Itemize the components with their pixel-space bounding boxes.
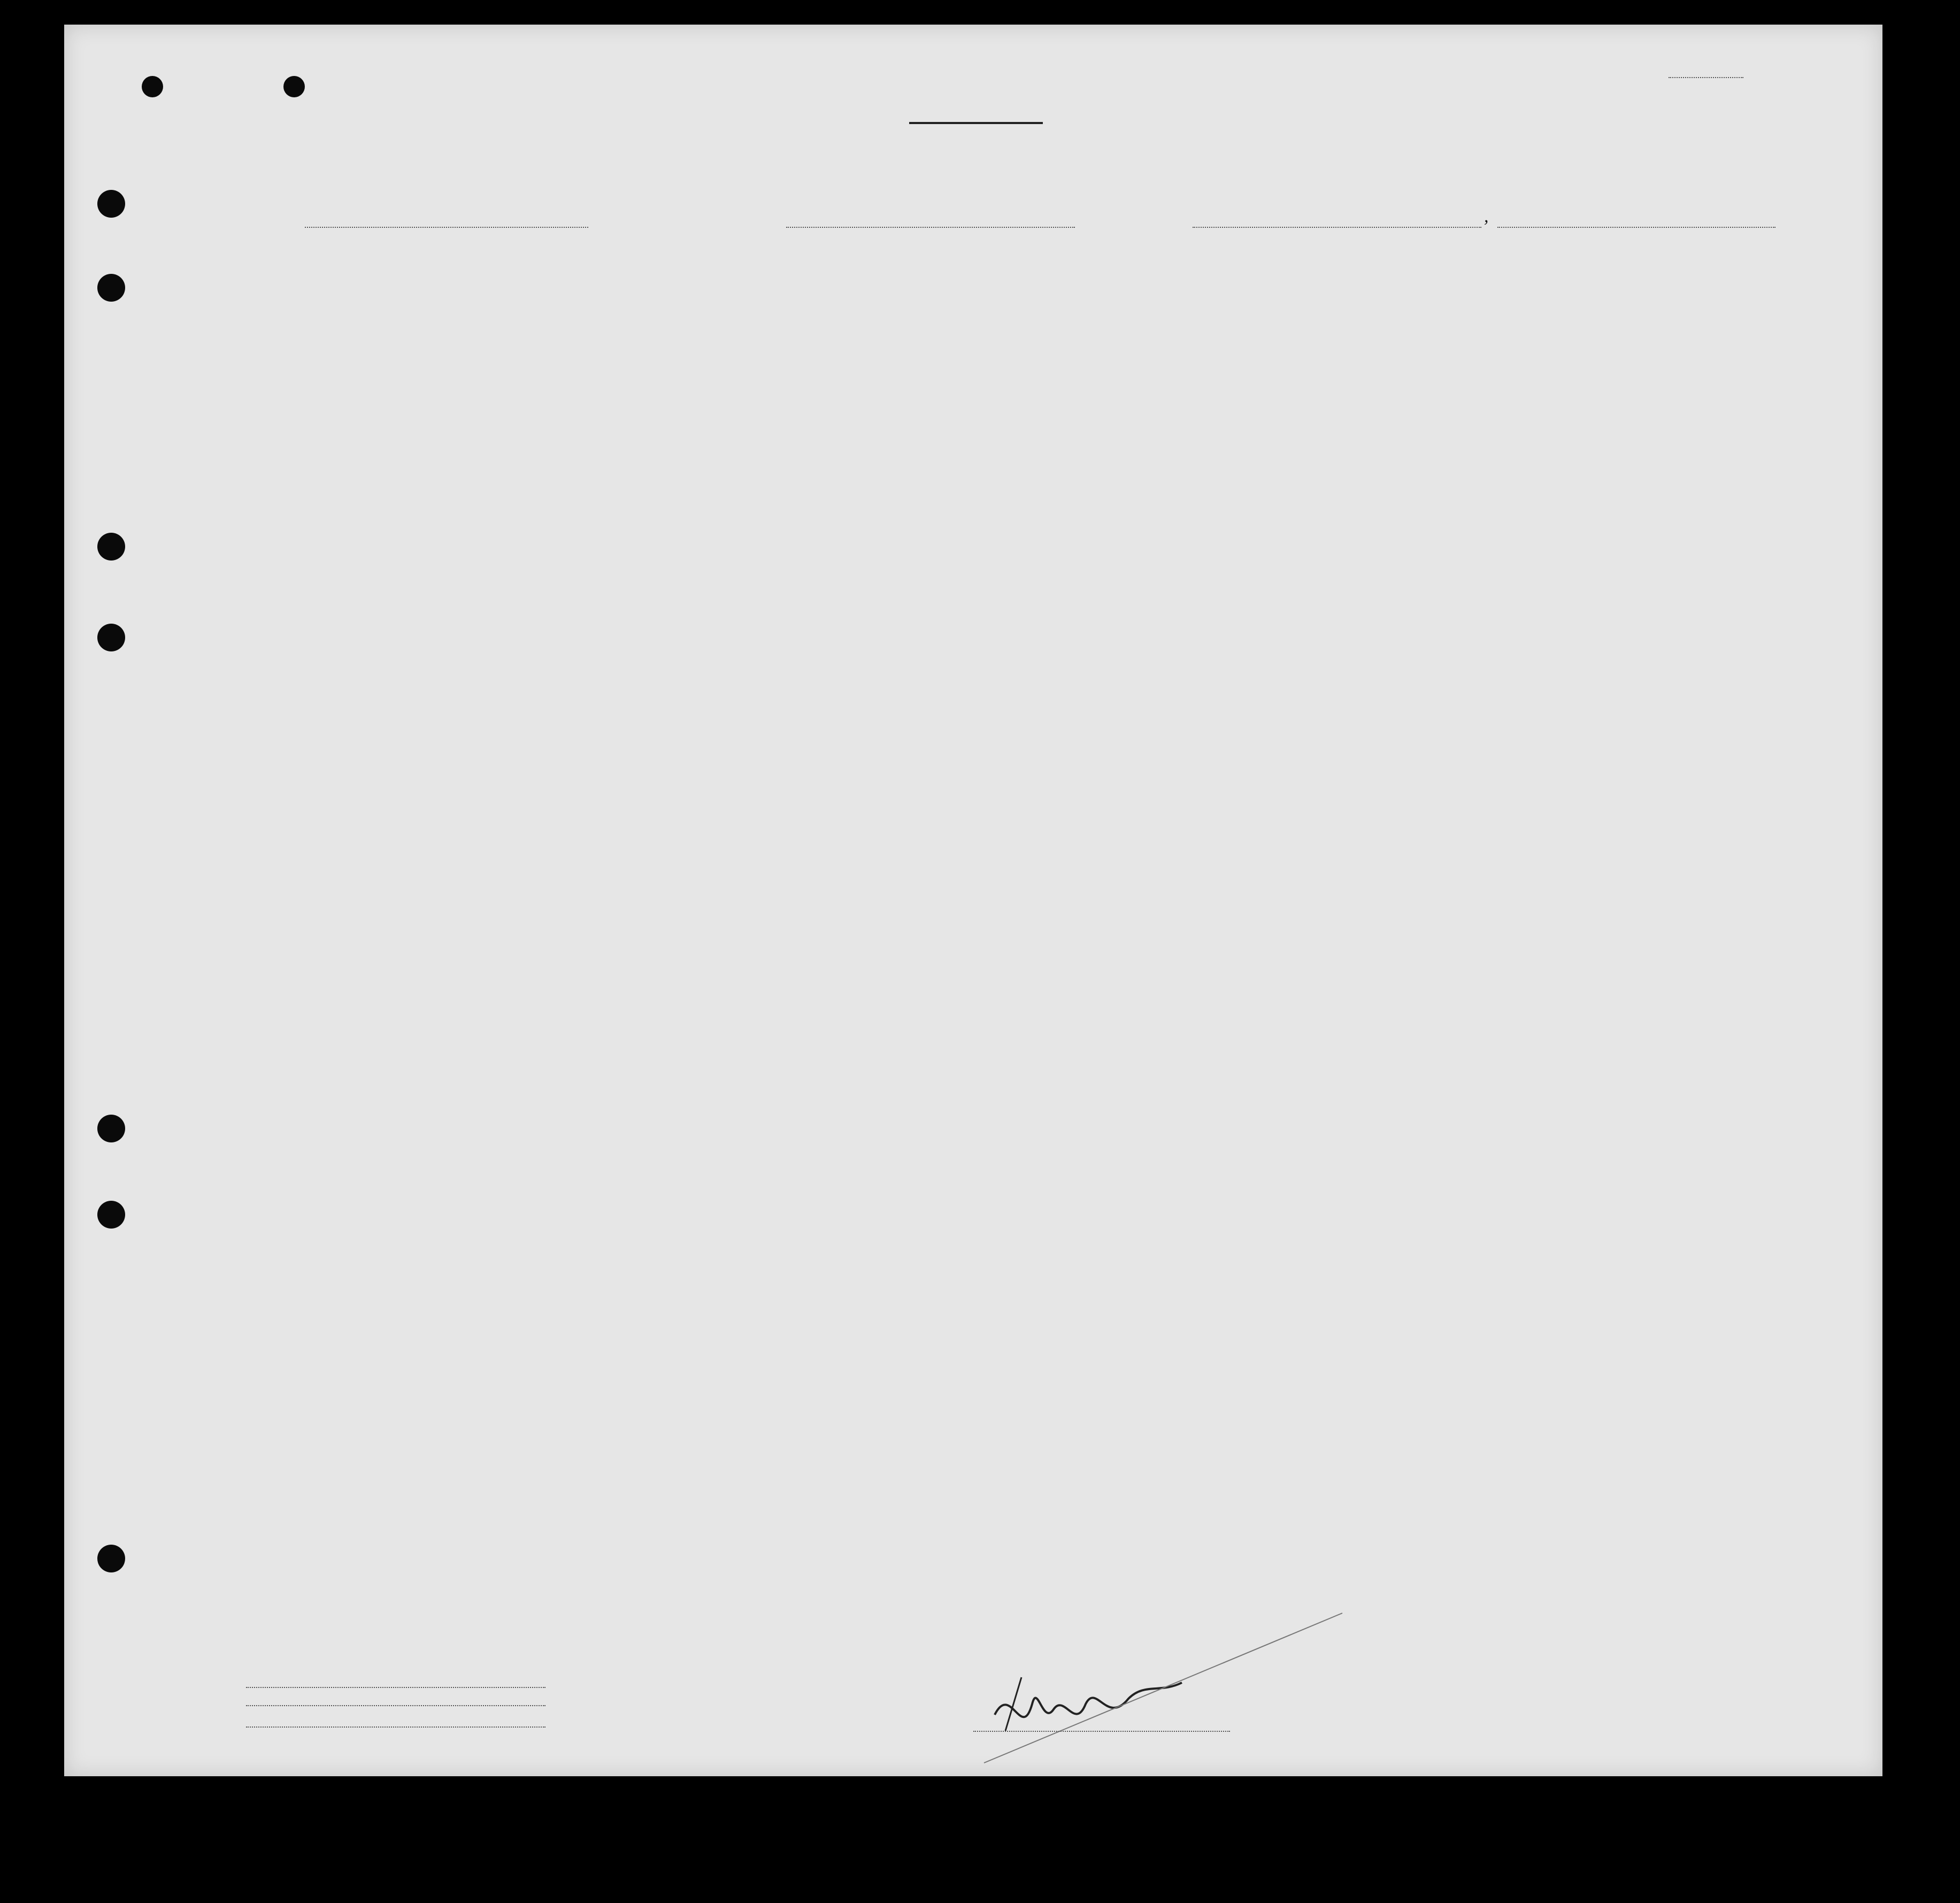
punch-hole (97, 624, 125, 651)
inspector-underline (973, 1731, 1230, 1732)
punch-hole (97, 274, 125, 302)
manifest-sheet (64, 25, 1882, 1776)
footer-agents-underline (246, 1726, 545, 1728)
punch-hole (97, 1201, 125, 1229)
inspector-signature (973, 1602, 1348, 1774)
comma: , (1484, 206, 1489, 226)
punch-hole (142, 76, 163, 97)
punch-hole (283, 76, 305, 97)
punch-hole (97, 533, 125, 561)
footer-owners-underline (246, 1705, 545, 1706)
punch-hole (97, 1115, 125, 1142)
footer-line-underline (246, 1687, 545, 1688)
punch-hole (97, 190, 125, 218)
crew-table (64, 25, 1882, 1776)
punch-hole (97, 1545, 125, 1572)
